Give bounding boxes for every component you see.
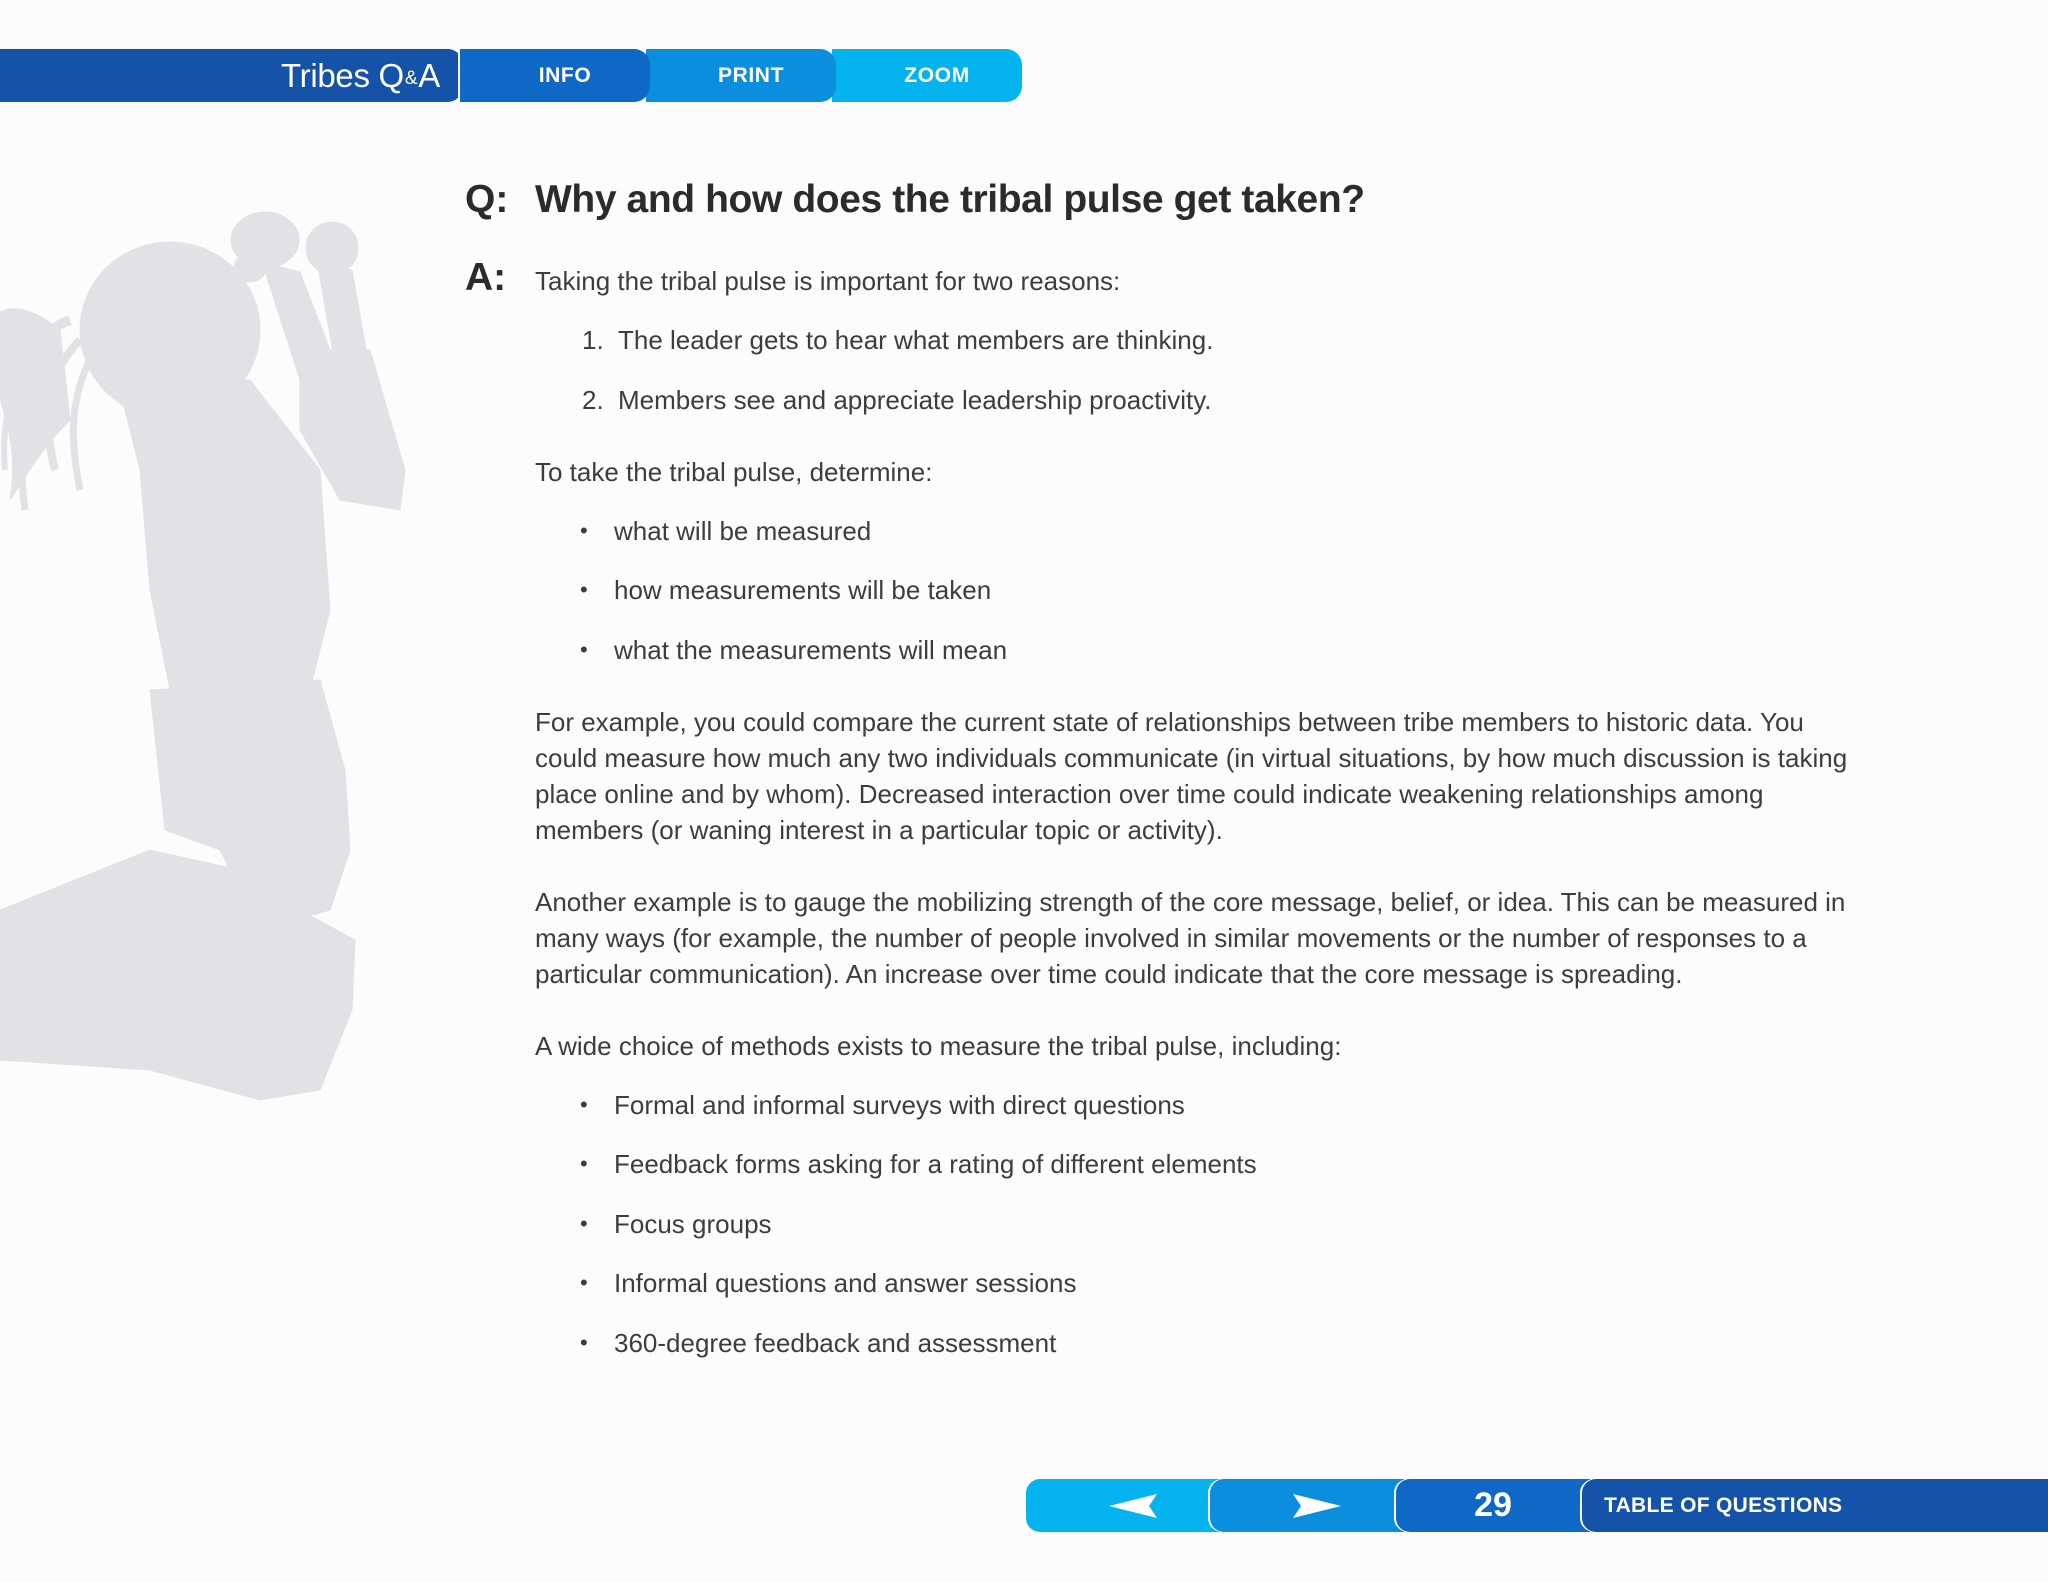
bottom-navigation: [1026, 1479, 2048, 1532]
brand-logo: [0, 49, 462, 102]
list-item: [535, 322, 1865, 358]
list-item: [535, 572, 1865, 608]
example-paragraph-1: For example, you could compare the current state of relationships between tribe members to historic data. You could measure how much any two individuals communicate (in virtual situations, by how much discussion is taking place online and by whom). Decreased interaction over time could indicate weakening relationships among members (or waning interest in a particular topic or activity).: [535, 706, 1848, 845]
bullet-icon: •: [580, 1151, 588, 1176]
zoom-tab-label: ZOOM: [904, 63, 970, 87]
table-of-questions-button[interactable]: [1582, 1479, 2048, 1532]
brand-end: A: [418, 56, 440, 94]
info-tab[interactable]: [460, 49, 650, 102]
list-item: [535, 382, 1865, 418]
answer-row: [465, 256, 1865, 1397]
list-item-text: The leader gets to hear what members are thinking.: [618, 325, 1214, 355]
print-tab-label: PRINT: [718, 63, 784, 87]
list-item: [535, 1265, 1865, 1301]
info-tab-label: INFO: [538, 63, 592, 87]
list-item: [535, 1325, 1865, 1361]
methods-list: [535, 1087, 1865, 1361]
question-text: Why and how does the tribal pulse get taken?: [535, 178, 1365, 221]
list-item: [535, 513, 1865, 549]
print-tab[interactable]: [646, 49, 836, 102]
table-of-questions-label: TABLE OF QUESTIONS: [1604, 1493, 1843, 1517]
answer-mark-label: A:: [465, 256, 507, 299]
list-item: [535, 1206, 1865, 1242]
list-item-text: Formal and informal surveys with direct questions: [614, 1089, 1185, 1120]
list-item-text: Focus groups: [614, 1208, 772, 1239]
question-row: [465, 178, 1865, 222]
brand-main: Tribes Q: [281, 56, 404, 94]
list-item-text: what will be measured: [614, 515, 872, 546]
methods-intro: A wide choice of methods exists to measure the tribal pulse, including:: [535, 1030, 1342, 1061]
brand-ampersand: &: [404, 67, 418, 89]
bullet-icon: •: [580, 517, 588, 543]
list-item-text: Feedback forms asking for a rating of different elements: [614, 1149, 1257, 1179]
list-item: [535, 1146, 1865, 1182]
list-item-text: Informal questions and answer sessions: [614, 1268, 1077, 1298]
previous-page-button[interactable]: [1026, 1479, 1220, 1532]
bullet-icon: •: [580, 1210, 588, 1236]
arrow-left-icon: [1109, 1494, 1157, 1518]
example-paragraph-2: Another example is to gauge the mobilizing strength of the core message, belief, or idea. This can be measured in many ways (for example, the number of people involved in similar movements or the number of responses to a particular communication). An increase over time could indicate that the core message is spreading.: [535, 886, 1846, 989]
next-page-button[interactable]: [1210, 1479, 1404, 1532]
list-item-text: what the measurements will mean: [614, 634, 1008, 665]
list-item-text: how measurements will be taken: [614, 575, 992, 605]
page-number: 29: [1396, 1479, 1590, 1532]
list-item-text: Members see and appreciate leadership proactivity.: [618, 384, 1212, 415]
zoom-tab[interactable]: [832, 49, 1022, 102]
jumping-person-silhouette: [0, 210, 420, 1110]
qa-content: [465, 178, 1865, 1397]
list-item: [535, 632, 1865, 668]
determine-intro: To take the tribal pulse, determine:: [535, 456, 933, 487]
arrow-right-icon: [1293, 1494, 1341, 1518]
determine-list: [535, 513, 1865, 668]
list-item: [535, 1087, 1865, 1123]
list-number: 1.: [582, 325, 604, 355]
list-number: 2.: [582, 384, 604, 415]
bullet-icon: •: [580, 1270, 588, 1295]
bullet-icon: •: [580, 1329, 588, 1355]
bullet-icon: •: [580, 636, 588, 662]
top-navigation: [0, 49, 1022, 102]
answer-body: [535, 263, 1865, 1397]
bullet-icon: •: [580, 577, 588, 602]
bullet-icon: •: [580, 1091, 588, 1117]
list-item-text: 360-degree feedback and assessment: [614, 1327, 1057, 1358]
answer-intro: Taking the tribal pulse is important for two reasons:: [535, 266, 1121, 296]
reasons-list: [535, 322, 1865, 418]
question-mark-label: Q:: [465, 178, 509, 221]
